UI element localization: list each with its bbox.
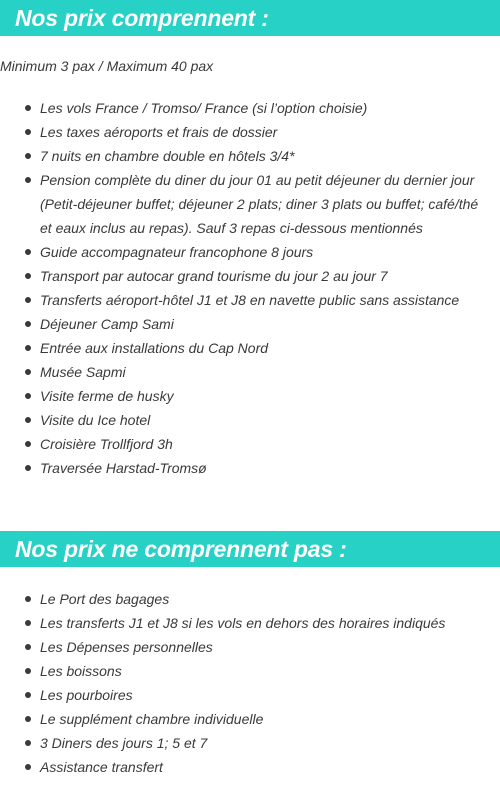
bullet-icon	[25, 692, 31, 698]
list-item: Traversée Harstad-Tromsø	[40, 456, 500, 480]
bullet-icon	[25, 465, 31, 471]
bullet-icon	[25, 644, 31, 650]
bullet-icon	[25, 441, 31, 447]
list-item: Assistance transfert	[40, 755, 500, 779]
list-item: Les pourboires	[40, 683, 500, 707]
excluded-section-banner	[0, 531, 500, 567]
list-item: Entrée aux installations du Cap Nord	[40, 336, 500, 360]
list-item: Visite du Ice hotel	[40, 408, 500, 432]
bullet-icon	[25, 321, 31, 327]
bullet-icon	[25, 105, 31, 111]
list-item: Visite ferme de husky	[40, 384, 500, 408]
list-item: Les taxes aéroports et frais de dossier	[40, 120, 500, 144]
bullet-icon	[25, 249, 31, 255]
list-item: Transferts aéroport-hôtel J1 et J8 en navette public sans assistance	[40, 288, 500, 312]
bullet-icon	[25, 740, 31, 746]
bullet-icon	[25, 620, 31, 626]
bullet-icon	[25, 417, 31, 423]
bullet-icon	[25, 153, 31, 159]
excluded-section-title: Nos prix ne comprennent pas :	[15, 535, 347, 562]
list-item: Pension complète du diner du jour 01 au petit déjeuner du dernier jour (Petit-déjeuner buffet; déjeuner 2 plats; diner 3 plats ou buffet; café/thé et eaux inclus au repas). Sauf 3 repas ci-dessous mentionnés	[40, 168, 500, 240]
bullet-icon	[25, 273, 31, 279]
list-item: Les Dépenses personnelles	[40, 635, 500, 659]
excluded-items-list	[0, 587, 500, 779]
list-item: Le supplément chambre individuelle	[40, 707, 500, 731]
list-item: Transport par autocar grand tourisme du jour 2 au jour 7	[40, 264, 500, 288]
bullet-icon	[25, 369, 31, 375]
bullet-icon	[25, 297, 31, 303]
bullet-icon	[25, 716, 31, 722]
included-items-list	[0, 96, 500, 480]
list-item: Croisière Trollfjord 3h	[40, 432, 500, 456]
bullet-icon	[25, 668, 31, 674]
list-item: Guide accompagnateur francophone 8 jours	[40, 240, 500, 264]
list-item: Déjeuner Camp Sami	[40, 312, 500, 336]
list-item: Les boissons	[40, 659, 500, 683]
included-section-title: Nos prix comprennent :	[15, 4, 269, 31]
list-item: 7 nuits en chambre double en hôtels 3/4*	[40, 144, 500, 168]
bullet-icon	[25, 393, 31, 399]
bullet-icon	[25, 764, 31, 770]
list-item: Musée Sapmi	[40, 360, 500, 384]
list-item: 3 Diners des jours 1; 5 et 7	[40, 731, 500, 755]
bullet-icon	[25, 177, 31, 183]
bullet-icon	[25, 345, 31, 351]
list-item: Les transferts J1 et J8 si les vols en dehors des horaires indiqués	[40, 611, 500, 635]
bullet-icon	[25, 596, 31, 602]
bullet-icon	[25, 129, 31, 135]
list-item: Les vols France / Tromso/ France (si l’option choisie)	[40, 96, 500, 120]
included-section-banner	[0, 0, 500, 36]
group-size-text: Minimum 3 pax / Maximum 40 pax	[0, 58, 214, 74]
list-item: Le Port des bagages	[40, 587, 500, 611]
